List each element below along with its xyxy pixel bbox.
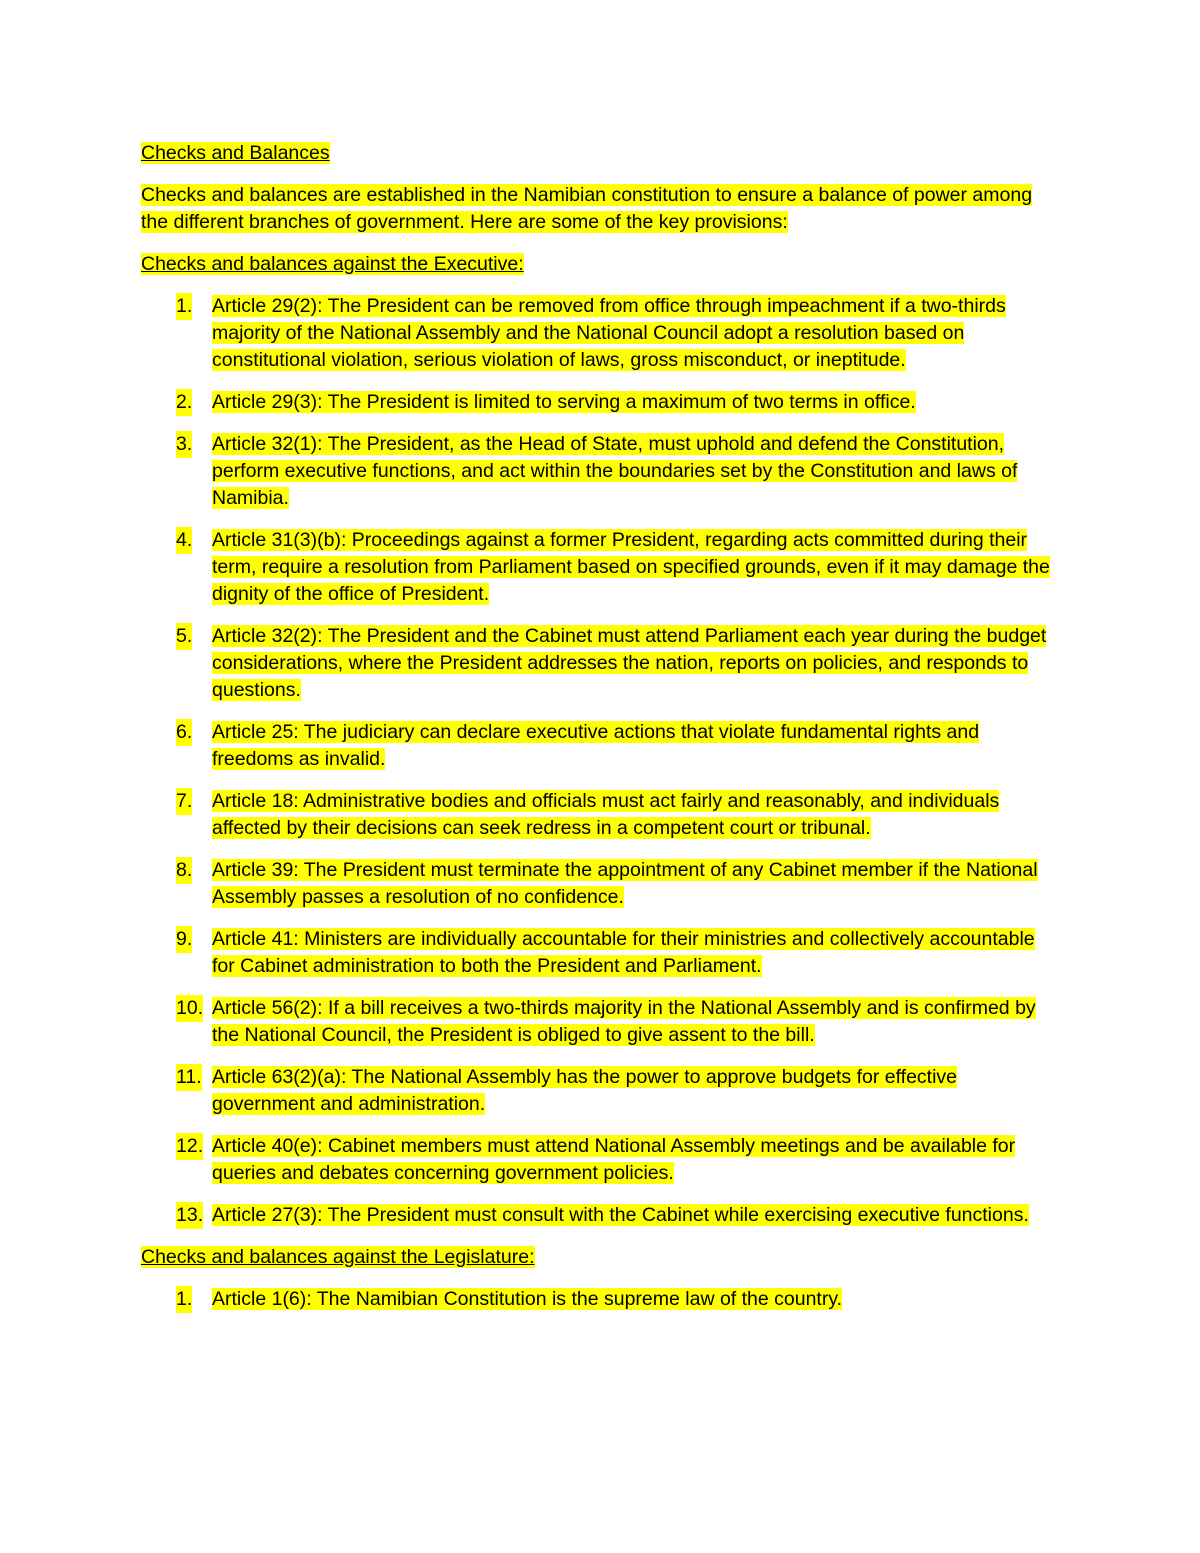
section-heading-executive: Checks and balances against the Executive: <box>141 253 524 275</box>
executive-list <box>141 293 1061 1229</box>
document-page <box>141 140 1061 1328</box>
list-item: 10. Article 56(2): If a bill receives a two-thirds majority in the National Assembly and is confirmed by the National Council, the President is obliged to give assent to the bill. <box>176 997 1036 1046</box>
document-title: Checks and Balances <box>141 142 330 164</box>
list-item: 1. Article 29(2): The President can be removed from office through impeachment if a two-thirds majority of the National Assembly and the National Council adopt a resolution based on constitutional violation, serious violation of laws, gross misconduct, or ineptitude. <box>176 295 1006 371</box>
list-item: 1. Article 1(6): The Namibian Constitution is the supreme law of the country. <box>141 1286 1061 1313</box>
list-item: 6. Article 25: The judiciary can declare executive actions that violate fundamental rights and freedoms as invalid. <box>176 721 980 770</box>
list-item: 2. Article 29(3): The President is limited to serving a maximum of two terms in office. <box>141 389 1061 416</box>
list-item: 13. Article 27(3): The President must consult with the Cabinet while exercising executive functions. <box>141 1202 1061 1229</box>
section-heading-legislature: Checks and balances against the Legislature: <box>141 1246 535 1268</box>
list-item: 12. Article 40(e): Cabinet members must attend National Assembly meetings and be available for queries and debates concerning government policies. <box>176 1135 1016 1184</box>
list-item: 8. Article 39: The President must terminate the appointment of any Cabinet member if the National Assembly passes a resolution of no confidence. <box>176 859 1038 908</box>
intro-paragraph: Checks and balances are established in the Namibian constitution to ensure a balance of power among the different branches of government. Here are some of the key provisions: <box>141 184 1033 233</box>
list-item: 7. Article 18: Administrative bodies and officials must act fairly and reasonably, and individuals affected by their decisions can seek redress in a competent court or tribunal. <box>176 790 1000 839</box>
list-item: 9. Article 41: Ministers are individually accountable for their ministries and collectively accountable for Cabinet administration to both the President and Parliament. <box>176 928 1035 977</box>
legislature-list <box>141 1286 1061 1313</box>
list-item: 4. Article 31(3)(b): Proceedings against a former President, regarding acts committed during their term, require a resolution from Parliament based on specified grounds, even if it may damage the dignity of the office of President. <box>176 529 1050 605</box>
list-item: 11. Article 63(2)(a): The National Assembly has the power to approve budgets for effective government and administration. <box>176 1066 958 1115</box>
list-item: 3. Article 32(1): The President, as the Head of State, must uphold and defend the Constitution, perform executive functions, and act within the boundaries set by the Constitution and laws of Namibia. <box>176 433 1018 509</box>
list-item: 5. Article 32(2): The President and the Cabinet must attend Parliament each year during the budget considerations, where the President addresses the nation, reports on policies, and responds to questions. <box>176 625 1047 701</box>
